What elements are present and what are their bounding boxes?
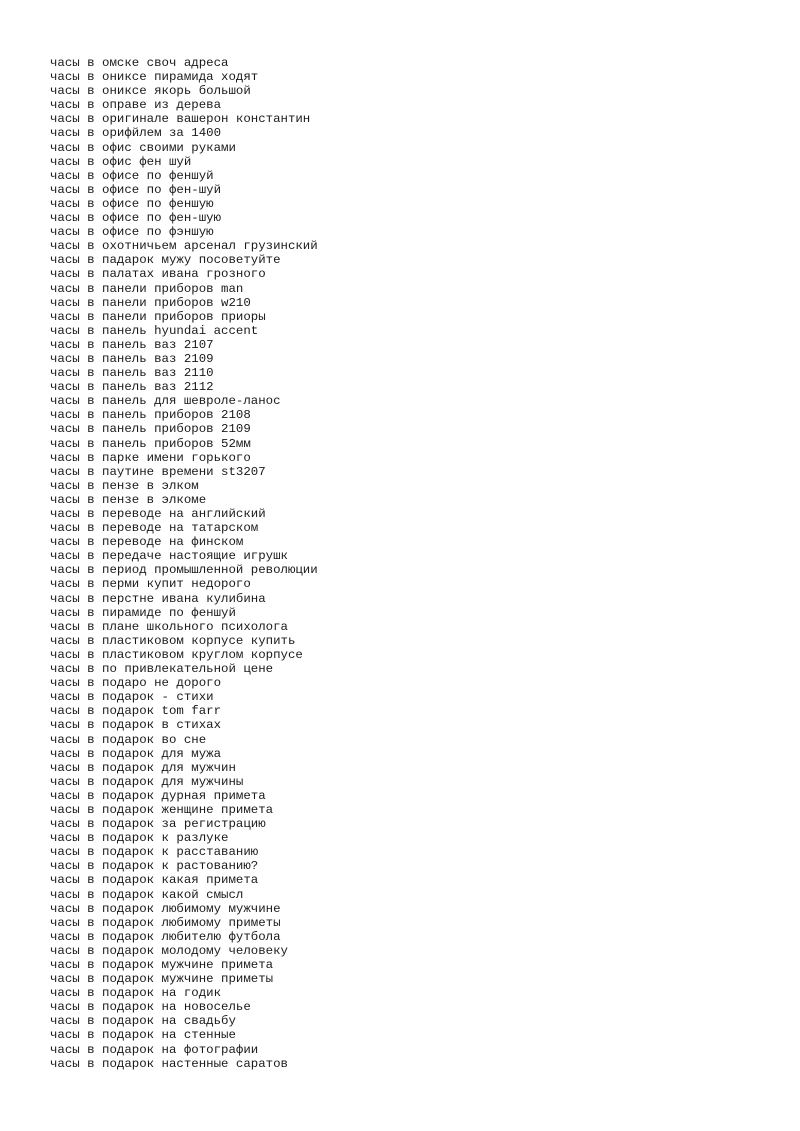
text-line-list [50, 56, 318, 1071]
text-line: часы в панели приборов w210 [50, 295, 251, 310]
text-line: часы в орифйлем за 1400 [50, 126, 222, 141]
text-line: часы в переводе на финском [50, 535, 244, 550]
text-line: часы в подарок женщине примета [50, 802, 274, 817]
text-line: часы в подарок для мужчины [50, 774, 244, 789]
text-line: часы в переводе на английский [50, 507, 266, 521]
text-line: часы в офисе по феншую [50, 196, 214, 211]
text-line: часы в панель ваз 2107 [50, 337, 214, 352]
text-line: часы в подарок для мужа [50, 746, 222, 761]
text-line: часы в подарок для мужчин [50, 760, 236, 775]
text-line: часы в плане школьного психолога [50, 619, 288, 634]
text-line: часы в ониксе якорь большой [50, 84, 251, 99]
text-line: часы в офис своими руками [50, 140, 236, 155]
text-line: часы в панели приборов man [50, 281, 244, 296]
text-line: часы в по привлекательной цене [50, 662, 274, 677]
text-line: часы в подарок в стихах [50, 718, 222, 733]
text-line: часы в офисе по феншуй [50, 168, 214, 183]
text-line: часы в офисе по фэншую [50, 225, 214, 240]
text-line: часы в подарок любимому мужчине [50, 901, 281, 916]
text-line: часы в панель ваз 2109 [50, 351, 214, 366]
text-line: часы в подарок дурная примета [50, 788, 266, 803]
text-line: часы в пластиковом круглом корпусе [50, 647, 303, 662]
text-line: часы в парке имени горького [50, 450, 251, 465]
text-line: часы в офисе по фен-шую [50, 211, 222, 226]
text-line: часы в палатах ивана грозного [50, 267, 266, 282]
text-line: часы в период промышленной революции [50, 563, 318, 578]
text-line: часы в омске своч адреса [50, 56, 229, 70]
text-line: часы в панель ваз 2110 [50, 366, 214, 381]
text-line: часы в офисе по фен-шуй [50, 182, 222, 197]
text-line: часы в подарок на стенные [50, 1028, 236, 1043]
text-line: часы в подарок какая примета [50, 873, 259, 888]
text-line: часы в панель ваз 2112 [50, 380, 214, 395]
text-line: часы в пензе в элкоме [50, 492, 207, 507]
text-line: часы в подарок настенные саратов [50, 1056, 288, 1071]
text-line: часы в подарок на фотографии [50, 1042, 259, 1057]
text-line: часы в подарок любителю футбола [50, 929, 281, 944]
text-line: часы в подарок во сне [50, 732, 207, 747]
text-line: часы в перстне ивана кулибина [50, 591, 266, 606]
text-line: часы в подарок к разлуке [50, 831, 229, 846]
text-line: часы в подарок на свадьбу [50, 1014, 236, 1029]
text-line: часы в подарок мужчине приметы [50, 972, 274, 987]
text-line: часы в подарок любимому приметы [50, 915, 281, 930]
text-line: часы в подарок мужчине примета [50, 958, 274, 972]
text-line: часы в подарок за регистрацию [50, 817, 266, 832]
text-line: часы в панель приборов 52мм [50, 436, 251, 451]
text-line: часы в подаро не дорого [50, 676, 222, 691]
text-line: часы в охотничьем арсенал грузинский [50, 239, 318, 254]
text-line: часы в переводе на татарском [50, 521, 259, 536]
text-line: часы в ониксе пирамида ходят [50, 70, 259, 85]
text-line: часы в офис фен шуй [50, 154, 192, 169]
text-line: часы в панель для шевроле-ланос [50, 394, 281, 409]
text-line: часы в оправе из дерева [50, 98, 222, 113]
text-line: часы в пирамиде по феншуй [50, 605, 236, 620]
text-line: часы в подарок к растованию? [50, 859, 259, 874]
text-line: часы в паутине времени st3207 [50, 464, 266, 479]
text-line: часы в пензе в элком [50, 478, 199, 493]
text-line: часы в подарок молодому человеку [50, 943, 288, 958]
text-line: часы в подарок на годик [50, 986, 222, 1001]
text-line: часы в подарок tom farr [50, 704, 222, 719]
text-line: часы в подарок - стихи [50, 690, 214, 705]
text-line: часы в передаче настоящие игрушк [50, 549, 288, 564]
text-line: часы в падарок мужу посоветуйте [50, 253, 281, 268]
text-line: часы в перми купит недорого [50, 577, 251, 592]
text-line: часы в подарок на новоселье [50, 1000, 251, 1015]
text-line: часы в панель приборов 2108 [50, 408, 251, 423]
text-line: часы в панель приборов 2109 [50, 422, 251, 437]
text-line: часы в оригинале вашерон константин [50, 112, 311, 127]
text-line: часы в пластиковом корпусе купить [50, 633, 296, 648]
text-line: часы в панель hyundai accent [50, 323, 259, 338]
text-line: часы в панели приборов приоры [50, 309, 266, 324]
text-line: часы в подарок какой смысл [50, 887, 244, 902]
text-line: часы в подарок к расставанию [50, 845, 259, 860]
